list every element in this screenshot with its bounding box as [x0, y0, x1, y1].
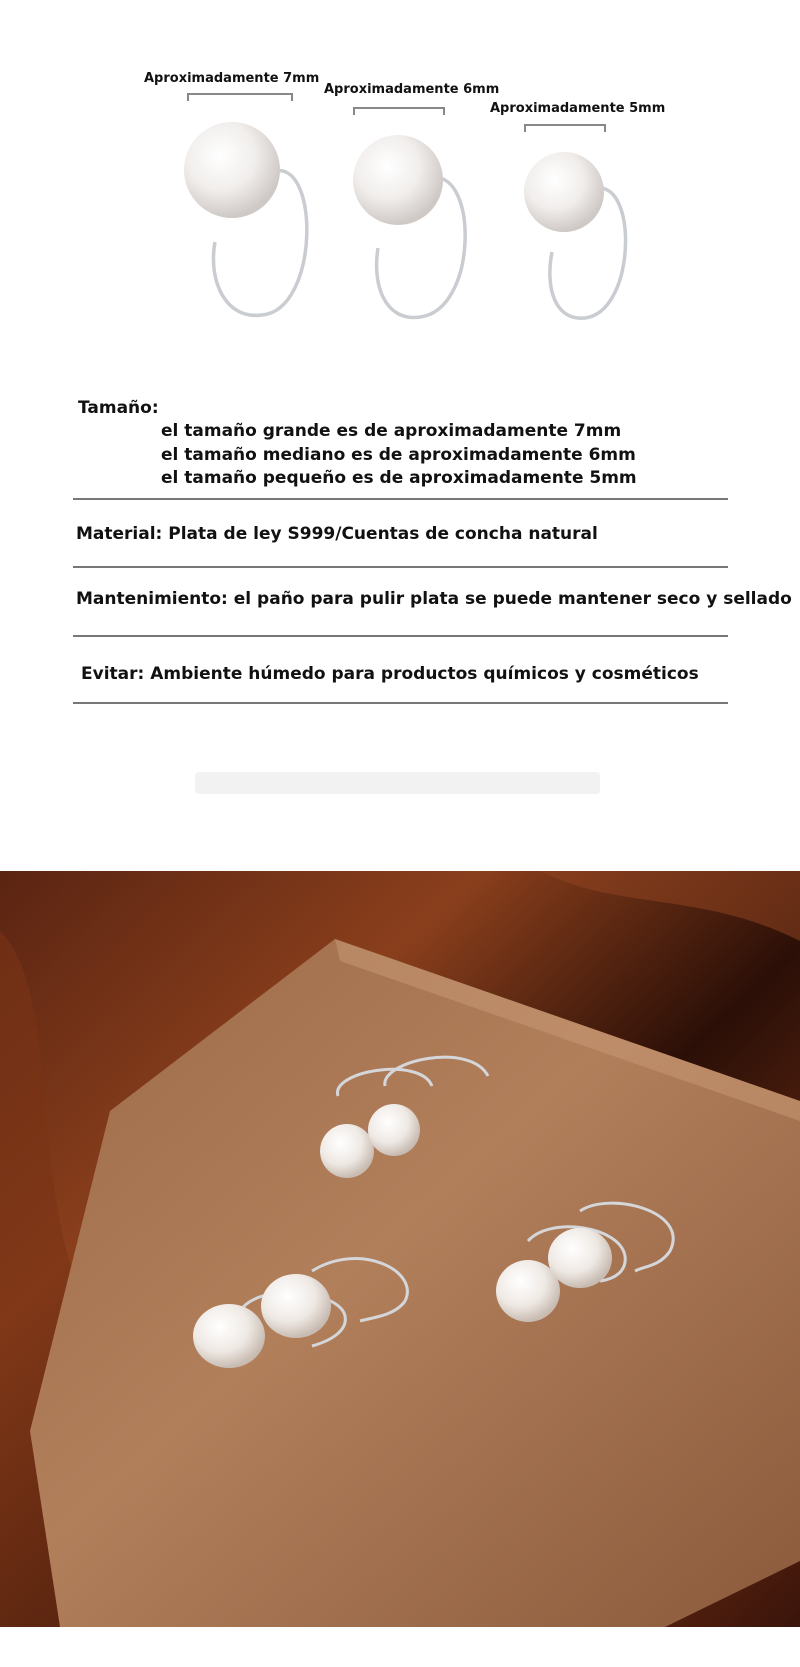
- size-label-medium: Aproximadamente 6mm: [324, 82, 500, 97]
- avoid-text: Evitar: Ambiente húmedo para productos químicos y cosméticos: [81, 664, 699, 684]
- earring-large: [184, 122, 307, 315]
- divider-4: [73, 702, 728, 704]
- divider-3: [73, 635, 728, 637]
- size-line-large: el tamaño grande es de aproximadamente 7mm: [161, 421, 622, 441]
- earring-medium: [353, 135, 465, 317]
- size-bracket-large: [187, 93, 293, 101]
- maintenance-text: Mantenimiento: el paño para pulir plata se puede mantener seco y sellado: [76, 589, 792, 609]
- divider-2: [73, 566, 728, 568]
- size-title: Tamaño:: [78, 398, 159, 418]
- size-line-medium: el tamaño mediano es de aproximadamente 6mm: [161, 445, 636, 465]
- faint-artifact: [195, 772, 600, 794]
- material-text: Material: Plata de ley S999/Cuentas de concha natural: [76, 524, 598, 544]
- size-label-small: Aproximadamente 5mm: [490, 101, 666, 116]
- earring-small: [524, 152, 626, 318]
- earring-size-illustration: [0, 110, 800, 330]
- size-line-small: el tamaño pequeño es de aproximadamente 5mm: [161, 468, 637, 488]
- product-photo: [0, 871, 800, 1627]
- divider-1: [73, 498, 728, 500]
- size-label-large: Aproximadamente 7mm: [144, 71, 320, 86]
